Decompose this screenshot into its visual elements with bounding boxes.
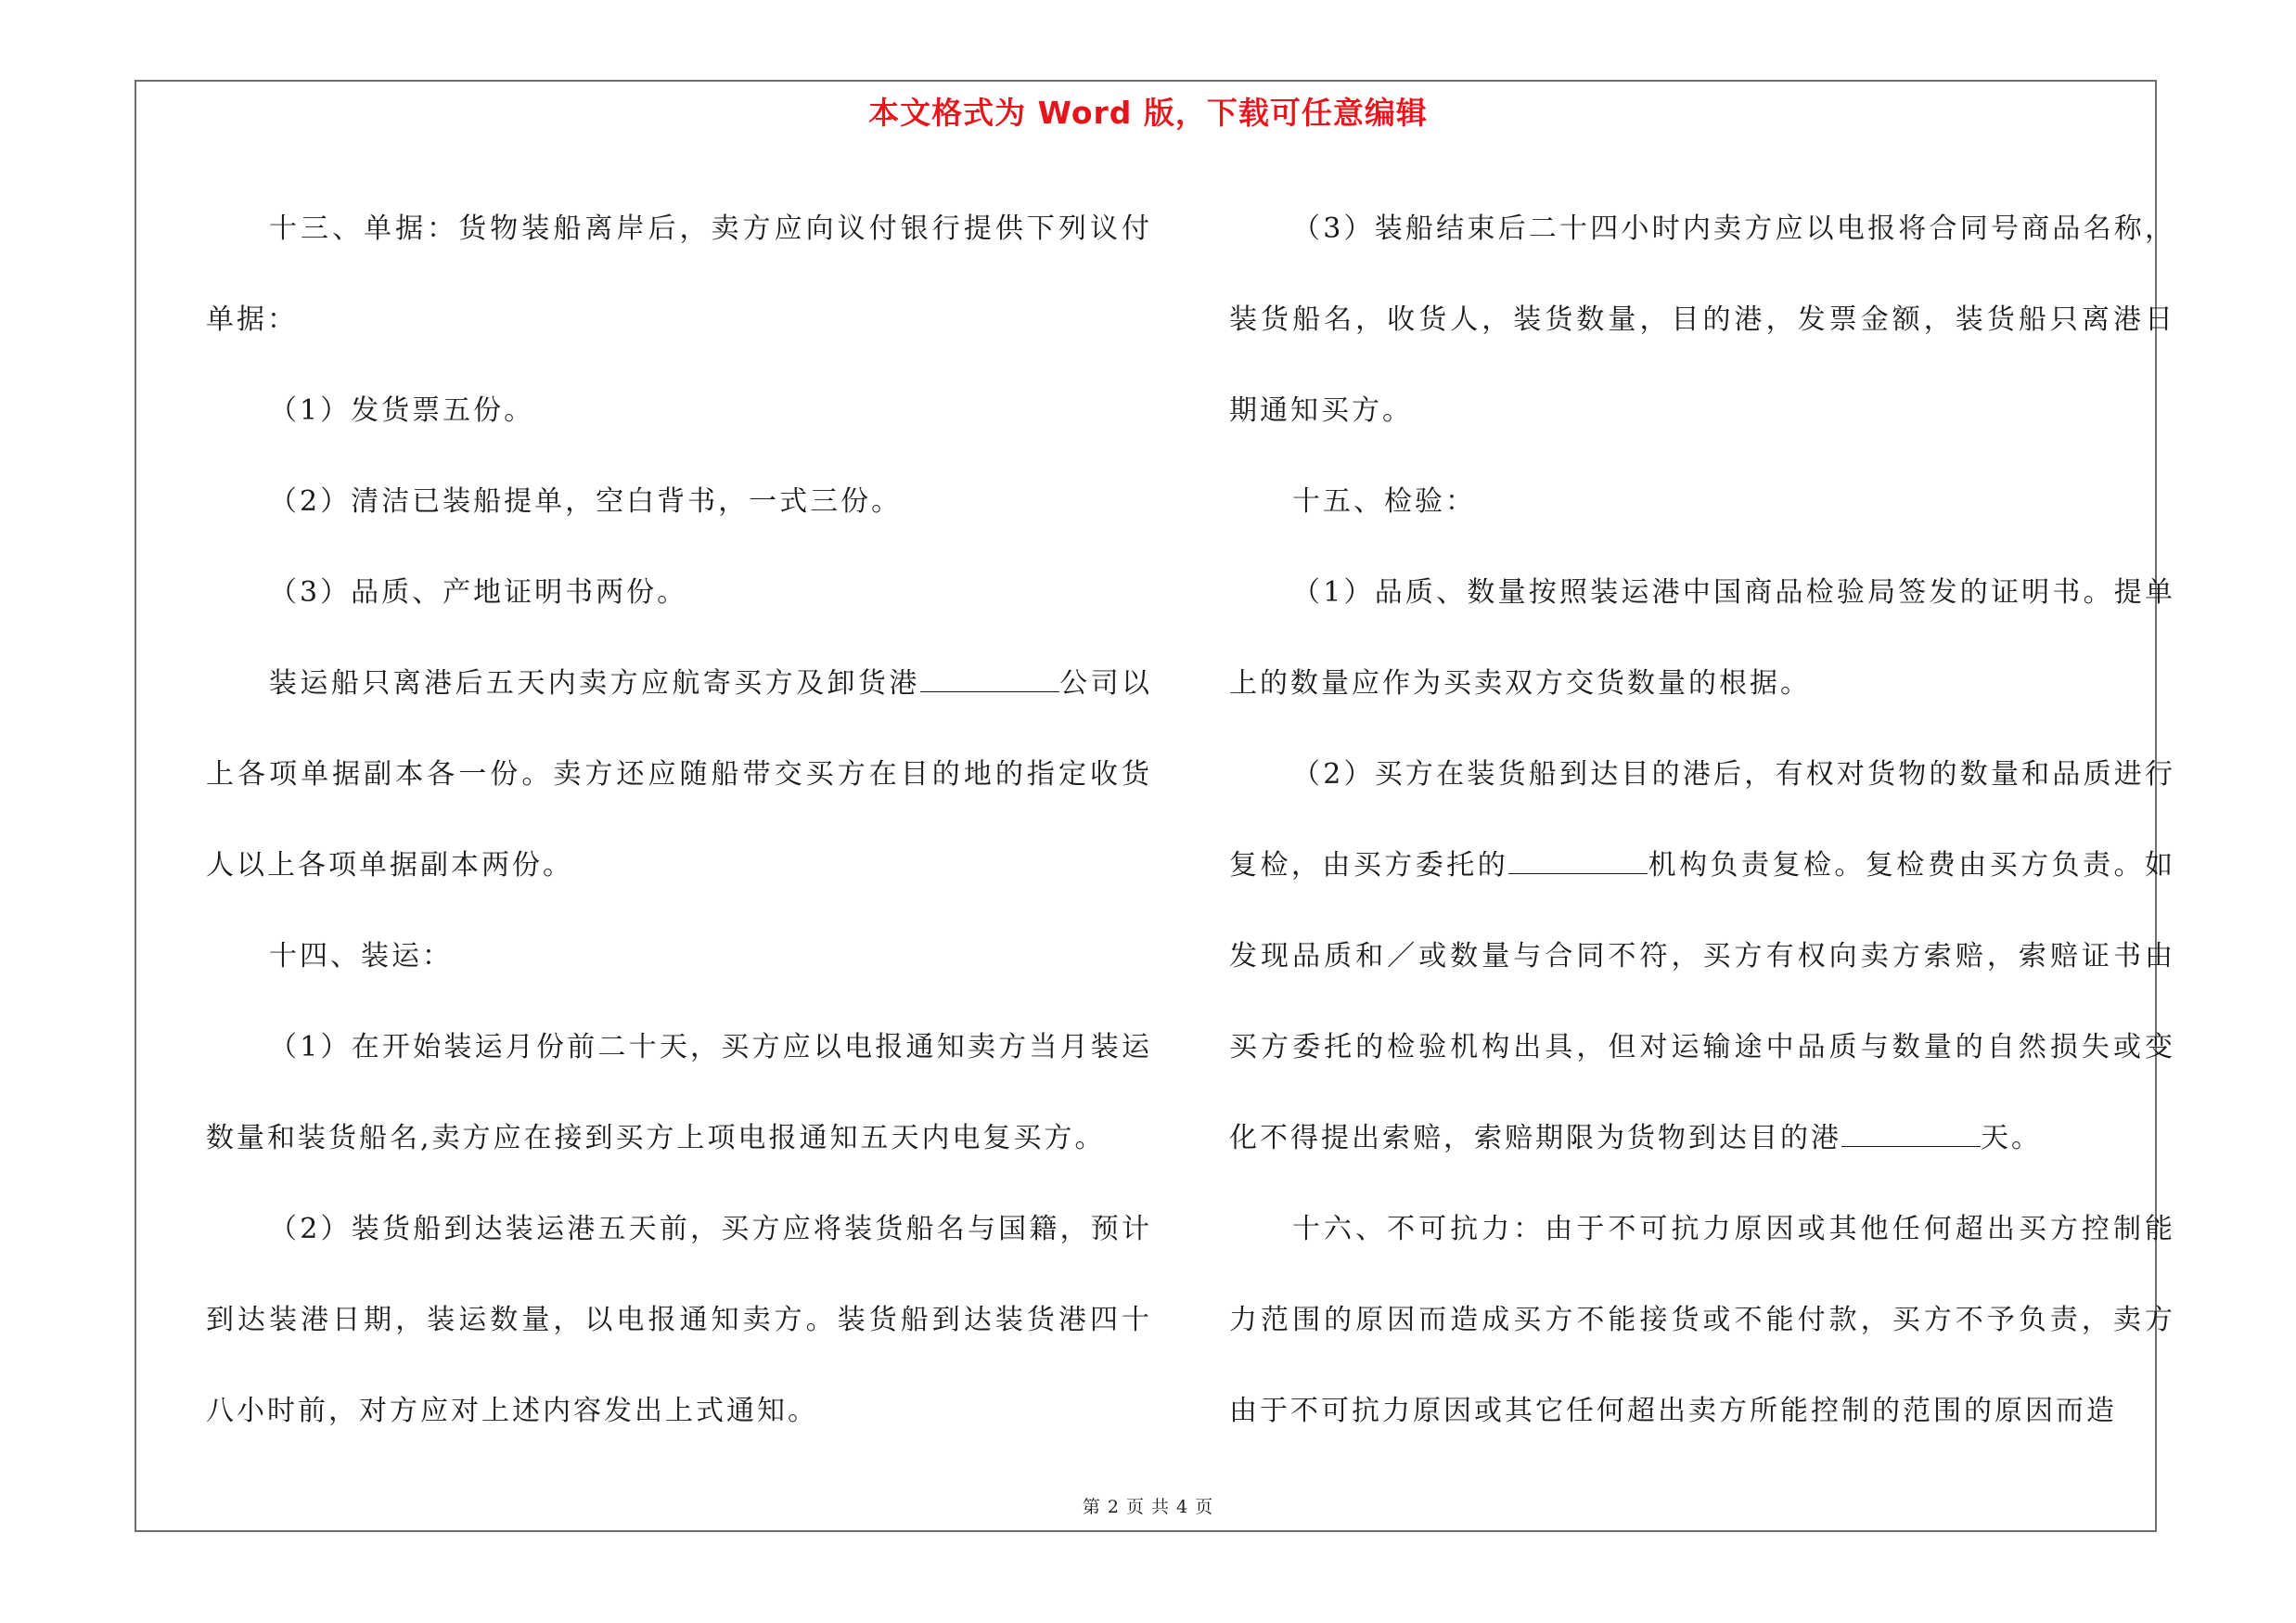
clause-14-3: （3）装船结束后二十四小时内卖方应以电报将合同号商品名称，装货船名，收货人，装货数量，目的港，发票金额，装货船只离港日期通知买方。 bbox=[1229, 213, 2175, 427]
clause-13-2: （2）清洁已装船提单，空白背书，一式三份。 bbox=[269, 485, 903, 518]
section-13-documents: 十三、单据：货物装船离岸后，卖方应向议付银行提供下列议付单据： bbox=[206, 213, 1152, 336]
section-14-shipment: 十四、装运： bbox=[269, 940, 453, 973]
blank-field-port-company bbox=[920, 663, 1059, 692]
clause-15-2-text-c: 天。 bbox=[1981, 1122, 2042, 1154]
document-banner: 本文格式为 Word 版，下载可任意编辑 bbox=[868, 95, 1428, 131]
clause-15-1: （1）品质、数量按照装运港中国商品检验局签发的证明书。提单上的数量应作为买卖双方交货数量的根据。 bbox=[1229, 576, 2175, 700]
left-column bbox=[206, 184, 1152, 1457]
clause-14-1: （1）在开始装运月份前二十天，买方应以电报通知卖方当月装运数量和装货船名,卖方应在接到买方上项电报通知五天内电复买方。 bbox=[206, 1031, 1152, 1154]
clause-15-2-text-a: （2）买方在装货船到达目的港后，有权对货物的数量和品质进行复检，由买方委托的 bbox=[1229, 758, 2175, 882]
clause-13-3: （3）品质、产地证明书两份。 bbox=[269, 576, 688, 609]
section-16-force-majeure: 十六、不可抗力：由于不可抗力原因或其他任何超出买方控制能力范围的原因而造成买方不能接货或不能付款，买方不予负责，卖方由于不可抗力原因或其它任何超出卖方所能控制的范围的原因而造 bbox=[1229, 1213, 2175, 1427]
clause-15-2-text-b: 机构负责复检。复检费由买方负责。如发现品质和／或数量与合同不符，买方有权向卖方索赔，索赔证书由买方委托的检验机构出具，但对运输途中品质与数量的自然损失或变化不得提出索赔，索赔期限为货物到达目的港 bbox=[1229, 849, 2176, 1154]
right-column bbox=[1229, 184, 2175, 1457]
clause-13-1: （1）发货票五份。 bbox=[269, 394, 535, 427]
clause-13-mailing-text-b: 公司以上各项单据副本各一份。卖方还应随船带交买方在目的地的指定收货人以上各项单据副本两份。 bbox=[206, 667, 1153, 882]
page-number-footer: 第 2 页 共 4 页 bbox=[1082, 1497, 1214, 1517]
blank-field-claim-days bbox=[1841, 1118, 1981, 1147]
clause-13-mailing bbox=[206, 638, 1152, 911]
section-15-inspection: 十五、检验： bbox=[1292, 485, 1476, 518]
clause-13-mailing-text-a: 装运船只离港后五天内卖方应航寄买方及卸货港 bbox=[269, 667, 920, 700]
blank-field-inspection-agency bbox=[1508, 845, 1648, 874]
clause-14-2: （2）装货船到达装运港五天前，买方应将装货船名与国籍，预计到达装港日期，装运数量，以电报通知卖方。装货船到达装货港四十八小时前，对方应对上述内容发出上式通知。 bbox=[206, 1213, 1152, 1427]
clause-15-2 bbox=[1229, 729, 2175, 1184]
